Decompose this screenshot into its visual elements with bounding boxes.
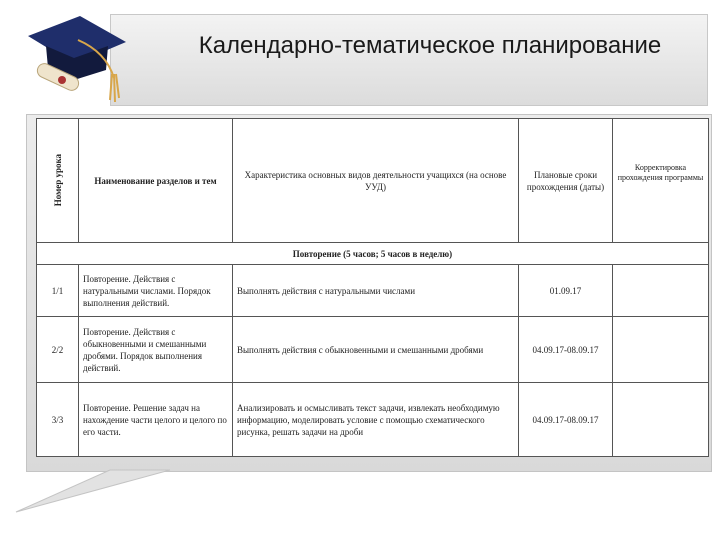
header-activities: Характеристика основных видов деятельности учащихся (на основе УУД) <box>233 119 519 243</box>
row-correction <box>613 317 709 383</box>
row-date: 04.09.17-08.09.17 <box>519 317 613 383</box>
row-number: 3/3 <box>37 383 79 457</box>
row-correction <box>613 265 709 317</box>
page-title: Календарно-тематическое планирование <box>198 32 662 59</box>
row-topic: Повторение. Действия с натуральными числами. Порядок выполнения действий. <box>79 265 233 317</box>
row-number: 2/2 <box>37 317 79 383</box>
row-activity: Анализировать и осмысливать текст задачи, извлекать необходимую информацию, моделировать условие с помощью схематического рисунка, решать задачи на дроби <box>233 383 519 457</box>
header-correction: Корректировка прохождения программы <box>613 119 709 243</box>
row-date: 01.09.17 <box>519 265 613 317</box>
section-row <box>37 243 709 265</box>
graduation-cap-icon <box>22 8 130 108</box>
section-title: Повторение (5 часов; 5 часов в неделю) <box>37 243 709 265</box>
row-date: 04.09.17-08.09.17 <box>519 383 613 457</box>
header-planned-dates: Плановые сроки прохождения (даты) <box>519 119 613 243</box>
row-number: 1/1 <box>37 265 79 317</box>
table-row <box>37 317 709 383</box>
row-correction <box>613 383 709 457</box>
row-topic: Повторение. Решение задач на нахождение части целого и целого по его части. <box>79 383 233 457</box>
table-row <box>37 265 709 317</box>
row-activity: Выполнять действия с обыкновенными и смешанными дробями <box>233 317 519 383</box>
row-topic: Повторение. Действия с обыкновенными и смешанными дробями. Порядок выполнения действий. <box>79 317 233 383</box>
header-topic: Наименование разделов и тем <box>79 119 233 243</box>
row-activity: Выполнять действия с натуральными числами <box>233 265 519 317</box>
table-row <box>37 383 709 457</box>
header-lesson-no: Номер урока <box>37 119 79 243</box>
planning-table <box>36 118 709 457</box>
table-header-row <box>37 119 709 243</box>
